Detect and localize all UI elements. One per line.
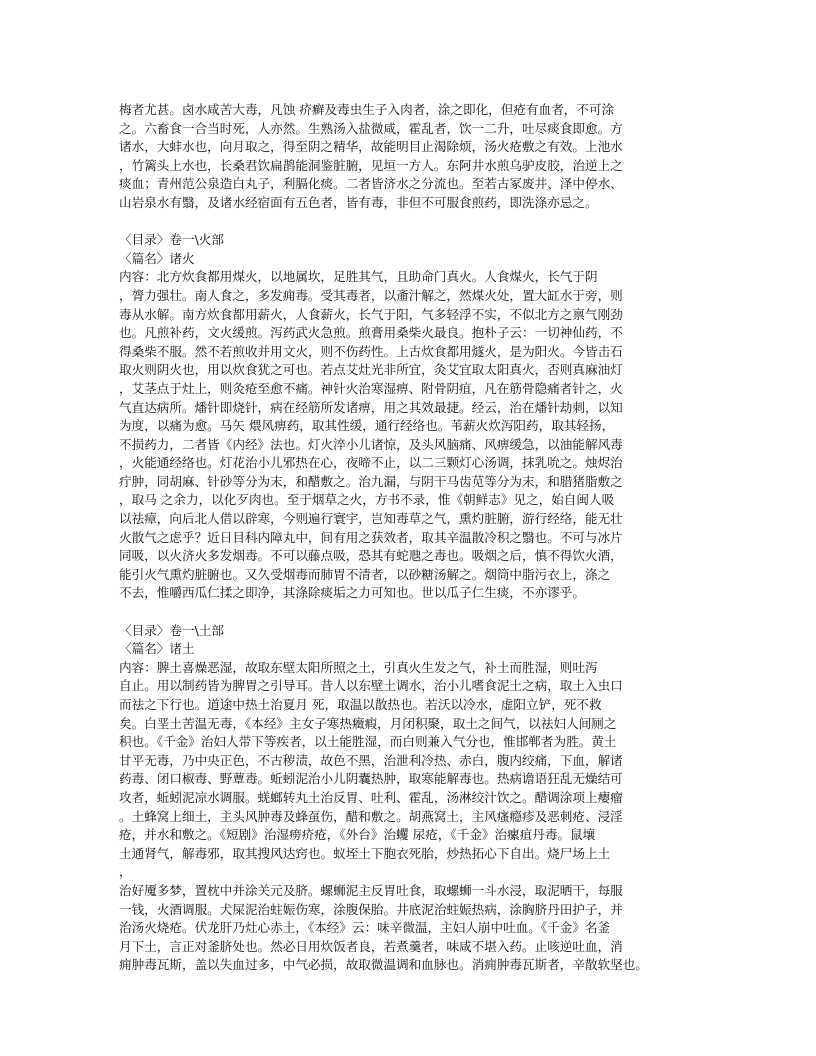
text-line: ，艾茎点于灶上，则灸疮至愈不痛。神针火治寒湿痹、附骨阴疽，凡在筋骨隐痛者针之，火: [119, 380, 623, 396]
text-line: 药毒、闭口椒毒、野蕈毒。蚯蚓泥治小儿阴囊热肿，取寒能解毒也。热病谵语狂乱无燥结可: [119, 771, 623, 787]
text-line: 治好魇多梦，置枕中并涂关元及脐。螺蛳泥主反胃吐食，取螺蛳一斗水浸，取泥晒干，每服: [119, 882, 623, 898]
text-line: ，取马 之余力，以化歹肉也。至于烟草之火，方书不录，惟《朝鲜志》见之，始自闽人吸: [119, 492, 615, 508]
text-line: 火散气之虑乎？近日目科内障丸中，间有用之获效者，取其辛温散冷积之翳也。不可与冰片: [119, 529, 623, 545]
text-line: ，: [119, 864, 132, 880]
text-line: 疮，并水和敷之。《短剧》治湿痨疥疮，《外台》治蠼 尿疮，《千金》治瘰疽丹毒。鼠壤: [119, 827, 596, 843]
text-line: 内容：北方炊食都用煤火，以地属坎，足胜其气，且助命门真火。人食煤火，长气于阴: [119, 269, 598, 285]
chapter-title: 〈篇名〉诸火: [119, 250, 195, 266]
text-line: 能引火气熏灼脏腑也。又久受烟毒而肺胃不清者，以砂糖汤解之。烟筒中脂污衣上，涤之: [119, 566, 611, 582]
text-line: 毒从水解。南方炊食都用薪火，人食薪火，长气于阳，气多轻浮不实，不似北方之禀气刚劲: [119, 306, 623, 322]
document-page: [119, 101, 709, 975]
text-line: 疔肿，同胡麻、针砂等分为末，和醋敷之。治九漏，与阴干马齿苋等分为末，和腊猪脂敷之: [119, 473, 623, 489]
chapter-title: 〈篇名〉诸土: [119, 641, 195, 657]
text-line: ，竹篱头上水也，长桑君饮扁鹊能洞鉴脏腑，见垣一方人。东阿井水煎乌驴皮胶，治逆上之: [119, 157, 623, 173]
text-line: 为度，以痛为愈。马矢 煨风痹药，取其性缓，通行经络也。苇薪火炊泻阳药，取其轻扬，: [119, 418, 615, 434]
text-line: 痈肿毒瓦斯，盖以失血过多，中气必损，故取微温调和血脉也。消痈肿毒瓦斯者，辛散软坚也。: [119, 957, 648, 973]
text-line: 得桑柴不服。然不若煎收并用文火，则不伤药性。上古炊食都用燧火，是为阳火。今皆击石: [119, 343, 623, 359]
text-line: 月下土，言正对釜脐处也。然必日用炊饭者良，若煮羹者，味咸不堪入药。止咳逆吐血，消: [119, 938, 623, 954]
text-line: 而祛之下行也。道途中热土治夏月 死，取温以散热也。若沃以冷水，虚阳立铲，死不救: [119, 697, 602, 712]
text-line: 一钱，火酒调服。犬屎泥治蛀娠伤寒，涂腹保胎。井底泥治蛀娠热病，涂胸脐丹田护子，并: [119, 901, 623, 917]
text-line: 治汤火烧疮。伏龙肝乃灶心赤土，《本经》云：味辛微温，主妇人崩中吐血。《千金》名釜: [119, 920, 611, 936]
text-line: 攻者，蚯蚓泥凉水调服。蜣螂转丸土治反胃、吐利、霍乱，汤淋绞汁饮之。醋调涂项上瘿瘤: [119, 789, 623, 805]
text-line: 也。凡煎补药，文火缓煎。泻药武火急煎。煎膏用桑柴火最良。抱朴子云：一切神仙药，不: [119, 325, 623, 341]
text-line: 山岩泉水有翳，及诸水经宿面有五色者，皆有毒，非但不可服食煎药，即洗涤亦忌之。: [119, 194, 598, 210]
text-line: 甘平无毒，乃中央正色，不古秽渍，故色不黑，治泄利冷热、赤白，腹内绞痛，下血，解诸: [119, 752, 623, 768]
text-line: 内容：脾土喜燥恶湿，故取东壁太阳所照之土，引真火生发之气，补土而胜湿，则吐泻: [119, 659, 598, 675]
text-line: 痰血；青州范公泉造白丸子，利膈化痰。二者皆济水之分流也。至若古冢废井、泽中停水、: [119, 176, 623, 192]
text-line: 自止。用以制药皆为脾胃之引导耳。昔人以东壁土调水，治小儿嗜食泥土之病，取土入虫口: [119, 678, 623, 694]
text-line: 同吸，以火济火多发烟毒。不可以藤点吸，恐其有蛇虺之毒也。吸烟之后，慎不得饮火酒，: [119, 548, 623, 564]
text-line: ，膂力强壮。南人食之，多发痈毒。受其毒者，以齑汁解之，然煤火处，置大缸水于旁，则: [119, 287, 623, 303]
text-line: 诸水，大蚌水也，向月取之，得至阴之精华，故能明目止渴除烦，汤火疮敷之有效。上池水: [119, 139, 623, 155]
text-line: 矣。白垩土苦温无毒，《本经》主女子寒热癥瘕，月闭积聚，取土之间气，以祛妇人间厕之: [119, 715, 617, 731]
text-line: 梅者尤甚。卤水咸苦大毒，凡蚀 疥癣及毒虫生子入肉者，涂之即化，但疮有血者，不可涂: [119, 102, 615, 117]
text-line: 气直达病所。燔针即烧针，病在经筋所发诸痹，用之其效最捷。经云，治在燔针劫刺，以知: [119, 399, 623, 415]
section-water-continued: [119, 101, 709, 213]
catalog-heading: 〈目录〉卷一\土部: [119, 622, 224, 638]
text-line: 积也。《千金》治妇人带下等疾者，以土能胜湿，而白则兼入气分也，惟邯郸者为胜。黄土: [119, 734, 617, 750]
catalog-heading: 〈目录〉卷一\火部: [119, 232, 224, 248]
text-line: 之。六畜食一合当时死，人亦然。生熟汤入盐微咸，霍乱者，饮一二升，吐尽痰食即愈。方: [119, 120, 623, 136]
text-line: 以祛瘴，向后北人借以辟寒，今则遍行寰宇，岂知毒草之气，熏灼脏腑，游行经络，能无壮: [119, 511, 623, 527]
section-fire: [119, 231, 709, 603]
text-line: 土通肾气，解毒邪，取其搜风达窍也。蚁垤土下胞衣死胎，炒热拓心下自出。烧尸场上土: [119, 845, 611, 861]
text-line: ，火能通经络也。灯花治小儿邪热在心，夜啼不止，以二三颗灯心汤调，抹乳吮之。烛烬治: [119, 455, 623, 471]
text-line: 不损药力，二者皆《内经》法也。灯火淬小儿诸惊，及头风脑痛、风痹缓急，以油能解风毒: [119, 436, 623, 452]
section-earth: [119, 622, 709, 975]
text-line: 不去，惟嚼西瓜仁揉之即净，其涤除痰垢之力可知也。世以瓜子仁生痰，不亦谬乎。: [119, 585, 585, 601]
text-line: 取火则阴火也，用以炊食犹之可也。若点艾灶光非所宜，灸艾宜取太阳真火，否则真麻油灯: [119, 362, 623, 378]
text-line: 。土蜂窝上细土，主头风肿毒及蜂虿伤，醋和敷之。胡燕窝土，主风瘙瘾疹及恶刺疮、浸淫: [119, 808, 623, 824]
